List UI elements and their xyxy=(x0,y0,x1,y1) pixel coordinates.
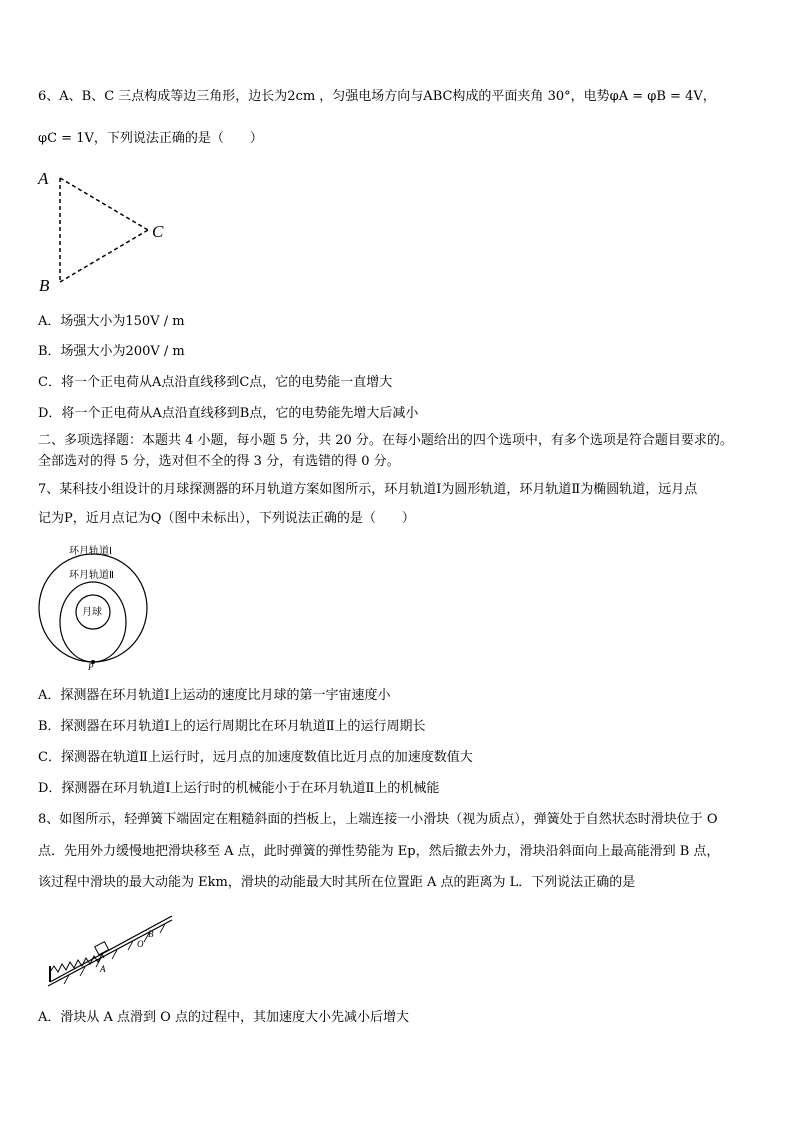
orbit-2-ellipse xyxy=(60,582,126,662)
incline-label-b: B xyxy=(148,929,154,939)
q6-option-d: D．将一个正电荷从A点沿直线移到B点，它的电势能先增大后减小 xyxy=(38,406,419,421)
orbit-2-label: 环月轨道Ⅱ xyxy=(69,570,114,581)
q6-stem-line2: φC = 1V，下列说法正确的是（ ） xyxy=(38,131,263,146)
q8-stem-line2: 点．先用外力缓慢地把滑块移至 A 点，此时弹簧的弹性势能为 Ep，然后撤去外力，滑块沿斜面向上最高能滑到 B 点， xyxy=(38,844,720,859)
triangle-side-bc xyxy=(60,230,148,282)
section2-instruction-line1: 二、多项选择题：本题共 4 小题，每小题 5 分，共 20 分。在每小题给出的四个选项中，有多个选项是符合题目要求的。 xyxy=(38,433,733,448)
q6-option-c: C．将一个正电荷从A点沿直线移到C点，它的电势能一直增大 xyxy=(38,375,393,390)
q7-stem-line2: 记为P，近月点记为Q（图中未标出），下列说法正确的是（ ） xyxy=(38,511,415,526)
orbit-figure xyxy=(34,536,170,672)
q7-option-b: B．探测器在环月轨道Ⅰ上的运行周期比在环月轨道Ⅱ上的运行周期长 xyxy=(38,719,426,734)
incline-surface xyxy=(50,916,172,982)
triangle-label-a: A xyxy=(38,169,49,188)
moon-label: 月球 xyxy=(82,607,102,618)
triangle-side-ac xyxy=(60,178,148,230)
triangle-label-c: C xyxy=(152,222,164,241)
orbit-1-label: 环月轨道Ⅰ xyxy=(69,546,112,557)
q7-option-d: D．探测器在环月轨道Ⅰ上运行时的机械能小于在环月轨道Ⅱ上的机械能 xyxy=(38,781,440,796)
q6-option-a: A．场强大小为150V / m xyxy=(38,314,185,329)
section2-instruction-line2: 全部选对的得 5 分，选对但不全的得 3 分，有选错的得 0 分。 xyxy=(38,454,400,469)
q8-stem-line3: 该过程中滑块的最大动能为 Ekm，滑块的动能最大时其所在位置距 A 点的距离为 L．下列说法正确的是 xyxy=(38,875,636,890)
q7-option-c: C．探测器在轨道Ⅱ上运行时，远月点的加速度数值比近月点的加速度数值大 xyxy=(38,750,473,765)
slider-block xyxy=(95,942,109,955)
q7-stem-line1: 7、某科技小组设计的月球探测器的环月轨道方案如图所示，环月轨道Ⅰ为圆形轨道，环月轨道Ⅱ为椭圆轨道，远月点 xyxy=(38,482,698,497)
incline-label-o: O xyxy=(137,939,144,949)
q8-option-a: A．滑块从 A 点滑到 O 点的过程中，其加速度大小先减小后增大 xyxy=(38,1010,409,1025)
q7-option-a: A．探测器在环月轨道Ⅰ上运动的速度比月球的第一宇宙速度小 xyxy=(38,688,391,703)
triangle-figure xyxy=(36,164,176,296)
incline-label-a: A xyxy=(100,964,106,974)
q6-option-b: B．场强大小为200V / m xyxy=(38,344,185,359)
triangle-label-b: B xyxy=(39,276,50,295)
incline-figure xyxy=(40,908,180,988)
point-p-label: P xyxy=(88,662,94,672)
q6-stem-line1: 6、A、B、C 三点构成等边三角形，边长为2cm ，匀强电场方向与ABC构成的平面夹角 30°，电势φA = φB = 4V， xyxy=(38,89,716,104)
q8-stem-line1: 8、如图所示，轻弹簧下端固定在粗糙斜面的挡板上，上端连接一小滑块（视为质点），弹簧处于自然状态时滑块位于 O xyxy=(38,812,718,827)
